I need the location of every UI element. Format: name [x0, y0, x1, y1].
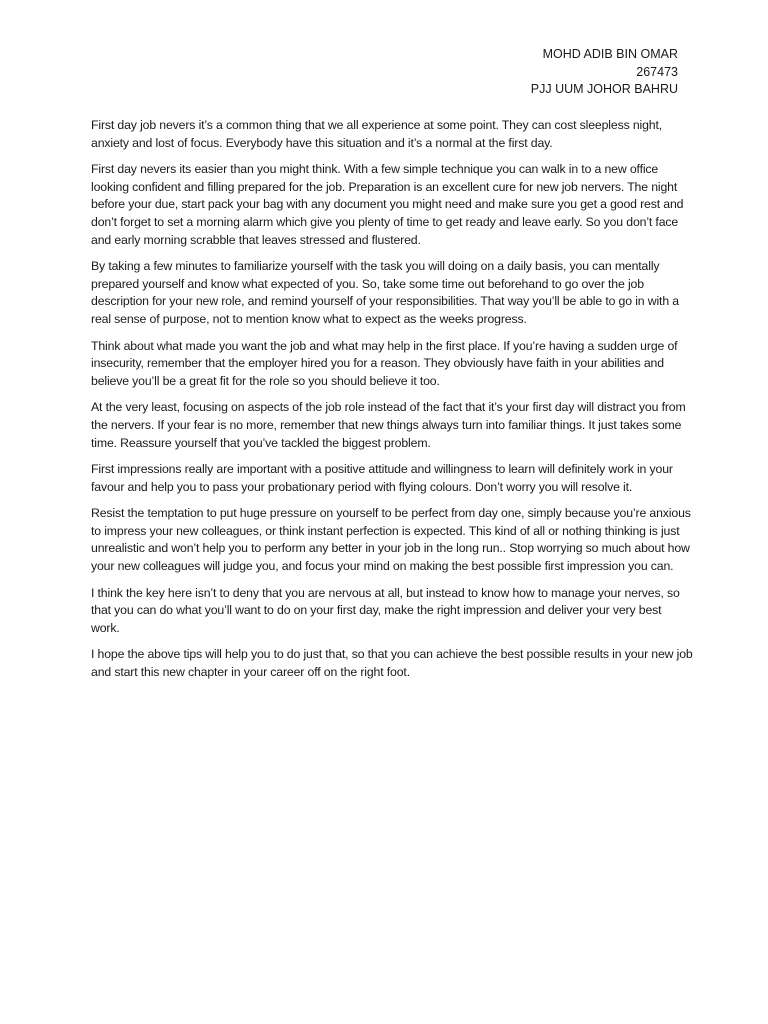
- paragraph: First day job nevers it’s a common thing that we all experience at some point. They can cost sleepless night, anxiety and lost of focus. Everybody have this situation and it’s a normal at the first day.: [91, 118, 663, 150]
- paragraph: By taking a few minutes to familiarize yourself with the task you will doing on a daily basis, you can mentally prepared yourself and know what expected of you. So, take some time out beforehand to go over the job description for your new role, and remind yourself of your responsibilities. That way you’ll be able to go in with a real sense of purpose, not to mention know what to expect as the weeks progress.: [91, 259, 679, 326]
- paragraph: First impressions really are important with a positive attitude and willingness to learn will definitely work in your favour and help you to pass your probationary period with flying colours. Don’t worry you will resolve it.: [91, 462, 673, 494]
- paragraph: At the very least, focusing on aspects of the job role instead of the fact that it’s your first day will distract you from the nervers. If your fear is no more, remember that new things always turn into familiar things. It just takes some time. Reassure yourself that you’ve tackled the biggest problem.: [91, 400, 686, 450]
- author-id: 267473: [636, 64, 678, 79]
- author-header: [531, 46, 678, 99]
- paragraph: First day nevers its easier than you might think. With a few simple technique you can walk in to a new office looking confident and filling prepared for the job. Preparation is an excellent cure for new job nervers. The night before your due, start pack your bag with any document you might need and make sure you get a good rest and don’t forget to set a morning alarm which give you plenty of time to get ready and leave early. So you don’t face and early morning scrabble that leaves stressed and flustered.: [91, 162, 684, 247]
- paragraph: Think about what made you want the job and what may help in the first place. If you’re having a sudden urge of insecurity, remember that the employer hired you for a reason. They obviously have faith in your abilities and believe you’ll be a great fit for the role so you should believe it too.: [91, 338, 678, 388]
- paragraph: Resist the temptation to put huge pressure on yourself to be perfect from day one, simply because you’re anxious to impress your new colleagues, or think instant perfection is expected. This kind of all or nothing thinking is just unrealistic and won’t help you to perform any better in your job in the long run.. Stop worrying so much about how your new colleagues will judge you, and focus your mind on making the best possible first impression you can.: [91, 506, 691, 574]
- essay-body: [91, 117, 693, 691]
- paragraph: I think the key here isn’t to deny that you are nervous at all, but instead to know how to manage your nerves, so that you can do what you’ll want to do on your first day, make the right impression and deliver your very best work.: [91, 585, 680, 635]
- author-name: MOHD ADIB BIN OMAR: [542, 47, 678, 61]
- author-institution: PJJ UUM JOHOR BAHRU: [530, 82, 678, 96]
- paragraph: I hope the above tips will help you to do just that, so that you can achieve the best possible results in your new job and start this new chapter in your career off on the right foot.: [91, 647, 693, 680]
